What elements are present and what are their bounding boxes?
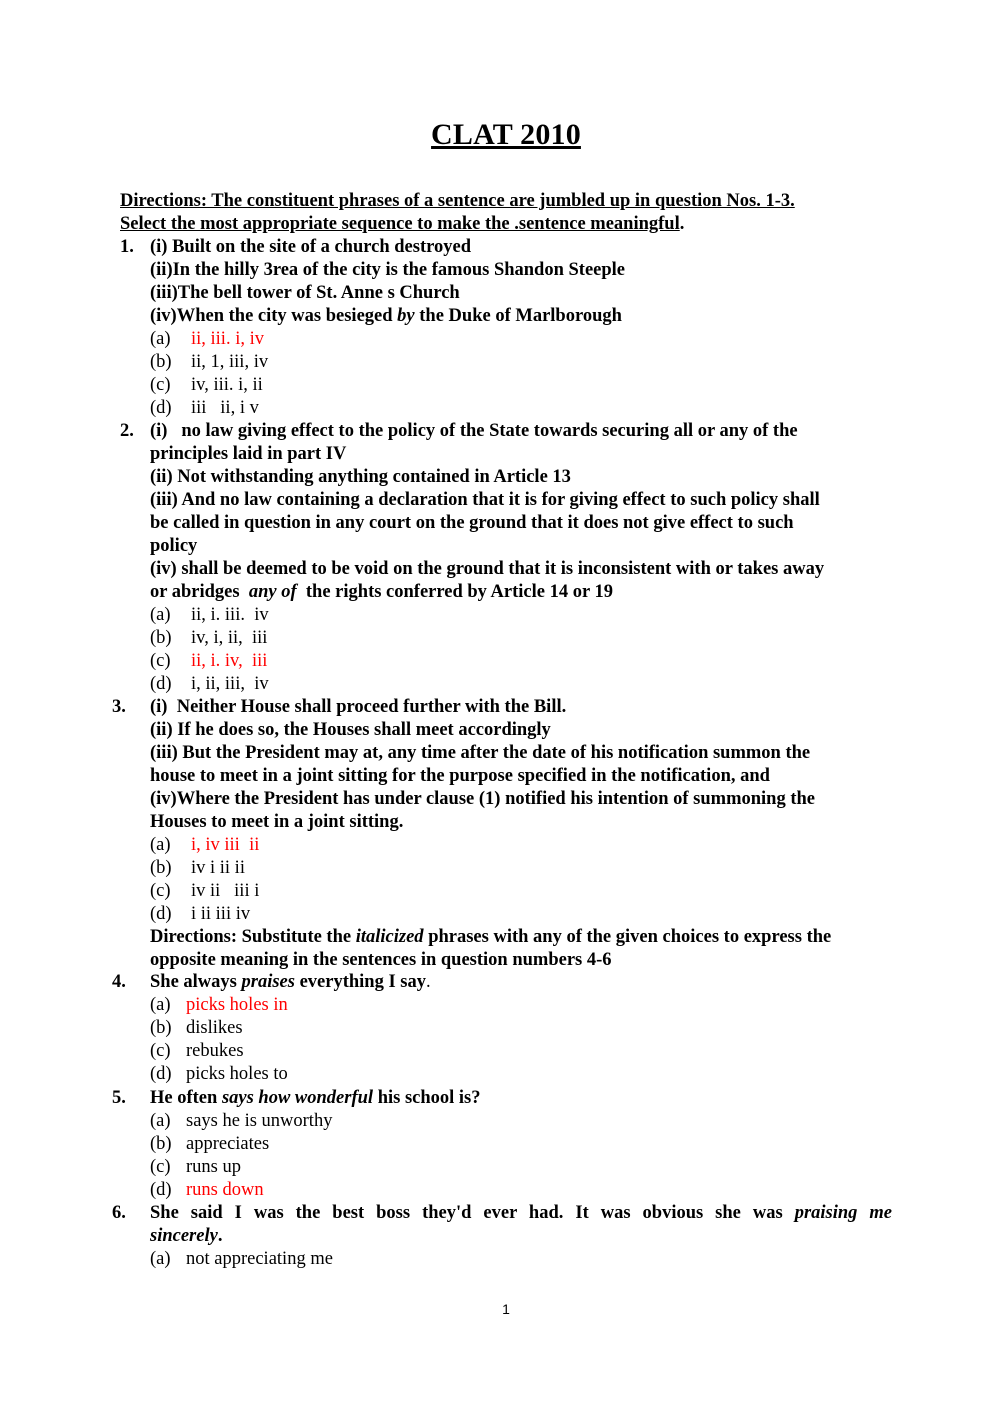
page-number: 1 [502, 1301, 510, 1317]
question-number: 5. [112, 1088, 126, 1108]
directions-line-2-text: Select the most appropriate sequence to make the .sentence meaningful [120, 214, 680, 234]
question-line: (iii) And no law containing a declaration that it is for giving effect to such policy shall [150, 490, 820, 510]
question-line: policy [150, 536, 198, 556]
option-text: ii, i. iv, iii [191, 651, 268, 671]
option-label: (a) [150, 835, 171, 855]
directions-2-line-2: opposite meaning in the sentences in question numbers 4-6 [150, 950, 612, 970]
question-number: 2. [120, 421, 134, 441]
option-label: (d) [150, 904, 172, 924]
question-number: 3. [112, 697, 126, 717]
question-line: (iii) But the President may at, any time after the date of his notification summon the [150, 743, 811, 763]
option-label: (d) [150, 674, 172, 694]
question-body [150, 696, 892, 972]
option-label: (d) [150, 1180, 172, 1200]
option-label: (c) [150, 375, 171, 395]
question-line: house to meet in a joint sitting for the purpose specified in the notification, and [150, 766, 770, 786]
question-line: (i) no law giving effect to the policy of the State towards securing all or any of the [150, 421, 798, 441]
directions-block-1 [120, 190, 893, 236]
question-line [150, 971, 892, 994]
option-d [150, 673, 892, 696]
option-text: appreciates [186, 1134, 270, 1154]
option-a [150, 1110, 892, 1133]
text-run: (iv)When the city was besieged [150, 306, 398, 326]
question-line: (i) Built on the site of a church destroyed [150, 237, 472, 257]
text-run: his school is? [373, 1088, 481, 1108]
italic-text: praising me [794, 1203, 892, 1223]
text-run: everything I say [294, 972, 426, 992]
question-line: (ii)In the hilly 3rea of the city is the famous Shandon Steeple [150, 260, 626, 280]
option-label: (b) [150, 352, 172, 372]
question-2 [112, 420, 892, 696]
question-4 [112, 971, 892, 1086]
text-run: the rights conferred by Article 14 or 19 [296, 582, 613, 602]
italic-text: says how wonderful [221, 1088, 374, 1108]
option-a [150, 1248, 892, 1271]
option-text: iv, i, ii, iii [191, 628, 268, 648]
option-label: (a) [150, 995, 171, 1015]
option-label: (b) [150, 628, 172, 648]
option-text: iv, iii. i, ii [191, 375, 263, 395]
question-number: 6. [112, 1203, 126, 1223]
text-run: or abridges [150, 582, 249, 602]
question-body [150, 236, 892, 420]
option-text: dislikes [186, 1018, 243, 1038]
option-label: (a) [150, 605, 171, 625]
question-line: (iv)Where the President has under clause (1) notified his intention of summoning the [150, 789, 815, 809]
option-text: ii, iii. i, iv [191, 329, 264, 349]
option-text: iv i ii ii [191, 858, 245, 878]
directions-line-2-tail: . [679, 214, 685, 234]
option-text: i, ii, iii, iv [191, 674, 269, 694]
option-label: (c) [150, 651, 171, 671]
option-text: picks holes in [186, 995, 288, 1015]
option-label: (b) [150, 1018, 172, 1038]
question-1 [112, 236, 892, 420]
directions-line-2 [120, 213, 893, 236]
question-line [150, 581, 892, 604]
question-3 [112, 696, 892, 972]
option-text: i ii iii iv [191, 904, 251, 924]
question-line [150, 1202, 892, 1225]
question-body [150, 1087, 892, 1202]
italic-text: sincerely [150, 1226, 218, 1246]
question-line: Houses to meet in a joint sitting. [150, 812, 404, 832]
question-line: (ii) Not withstanding anything contained in Article 13 [150, 467, 571, 487]
option-label: (d) [150, 1064, 172, 1084]
option-d [150, 1179, 892, 1202]
option-text: i, iv iii ii [191, 835, 260, 855]
text-run: Directions: Substitute the [150, 927, 356, 947]
option-text: runs down [186, 1180, 264, 1200]
option-a [150, 834, 892, 857]
option-text: iii ii, i v [191, 398, 259, 418]
option-c [150, 650, 892, 673]
italic-text: by [397, 306, 415, 326]
option-label: (c) [150, 1157, 171, 1177]
option-b [150, 627, 892, 650]
question-line: (iii)The bell tower of St. Anne s Church [150, 283, 460, 303]
option-text: says he is unworthy [186, 1111, 333, 1131]
text-run: She always [150, 972, 242, 992]
page-title: CLAT 2010 [431, 118, 581, 151]
directions-line-1: Directions: The constituent phrases of a sentence are jumbled up in question Nos. 1-3. [120, 191, 795, 211]
text-run: . [426, 972, 431, 992]
question-line: be called in question in any court on the ground that it does not give effect to such [150, 513, 794, 533]
option-label: (a) [150, 1249, 171, 1269]
option-c [150, 880, 892, 903]
text-run: . [217, 1226, 223, 1246]
option-b [150, 351, 892, 374]
option-a [150, 994, 892, 1017]
option-label: (c) [150, 1041, 171, 1061]
question-line: (iv) shall be deemed to be void on the ground that it is inconsistent with or takes away [150, 559, 825, 579]
italic-text: any of [248, 582, 297, 602]
option-text: iv ii iii i [191, 881, 260, 901]
option-label: (b) [150, 858, 172, 878]
option-a [150, 328, 892, 351]
question-body [150, 1202, 892, 1271]
question-line [150, 1087, 892, 1110]
directions-block-2 [150, 926, 892, 949]
option-d [150, 1063, 892, 1086]
option-text: not appreciating me [186, 1249, 333, 1269]
text-run: He often [150, 1088, 222, 1108]
option-d [150, 397, 892, 420]
question-body [150, 971, 892, 1086]
question-body [150, 420, 892, 696]
question-line: principles laid in part IV [150, 444, 347, 464]
text-run: the Duke of Marlborough [414, 306, 622, 326]
option-b [150, 1017, 892, 1040]
option-b [150, 1133, 892, 1156]
option-c [150, 1156, 892, 1179]
option-a [150, 604, 892, 627]
option-text: ii, 1, iii, iv [191, 352, 269, 372]
option-label: (a) [150, 1111, 171, 1131]
italic-text: praises [241, 972, 295, 992]
question-line [150, 305, 892, 328]
option-b [150, 857, 892, 880]
question-number: 1. [120, 237, 134, 257]
question-line [150, 1225, 892, 1248]
option-label: (c) [150, 881, 171, 901]
option-text: rebukes [186, 1041, 244, 1061]
option-label: (b) [150, 1134, 172, 1154]
option-text: runs up [186, 1157, 241, 1177]
question-line: (ii) If he does so, the Houses shall meet accordingly [150, 720, 551, 740]
text-run: phrases with any of the given choices to express the [423, 927, 832, 947]
option-text: picks holes to [186, 1064, 288, 1084]
option-c [150, 1040, 892, 1063]
option-text: ii, i. iii. iv [191, 605, 269, 625]
option-label: (a) [150, 329, 171, 349]
text-run: She said I was the best boss they'd ever had. It was obvious she was [150, 1203, 795, 1223]
question-6 [112, 1202, 892, 1271]
question-5 [112, 1087, 892, 1202]
question-number: 4. [112, 972, 126, 992]
option-label: (d) [150, 398, 172, 418]
question-line: (i) Neither House shall proceed further with the Bill. [150, 697, 567, 717]
option-d [150, 903, 892, 926]
option-c [150, 374, 892, 397]
italic-text: italicized [355, 927, 424, 947]
